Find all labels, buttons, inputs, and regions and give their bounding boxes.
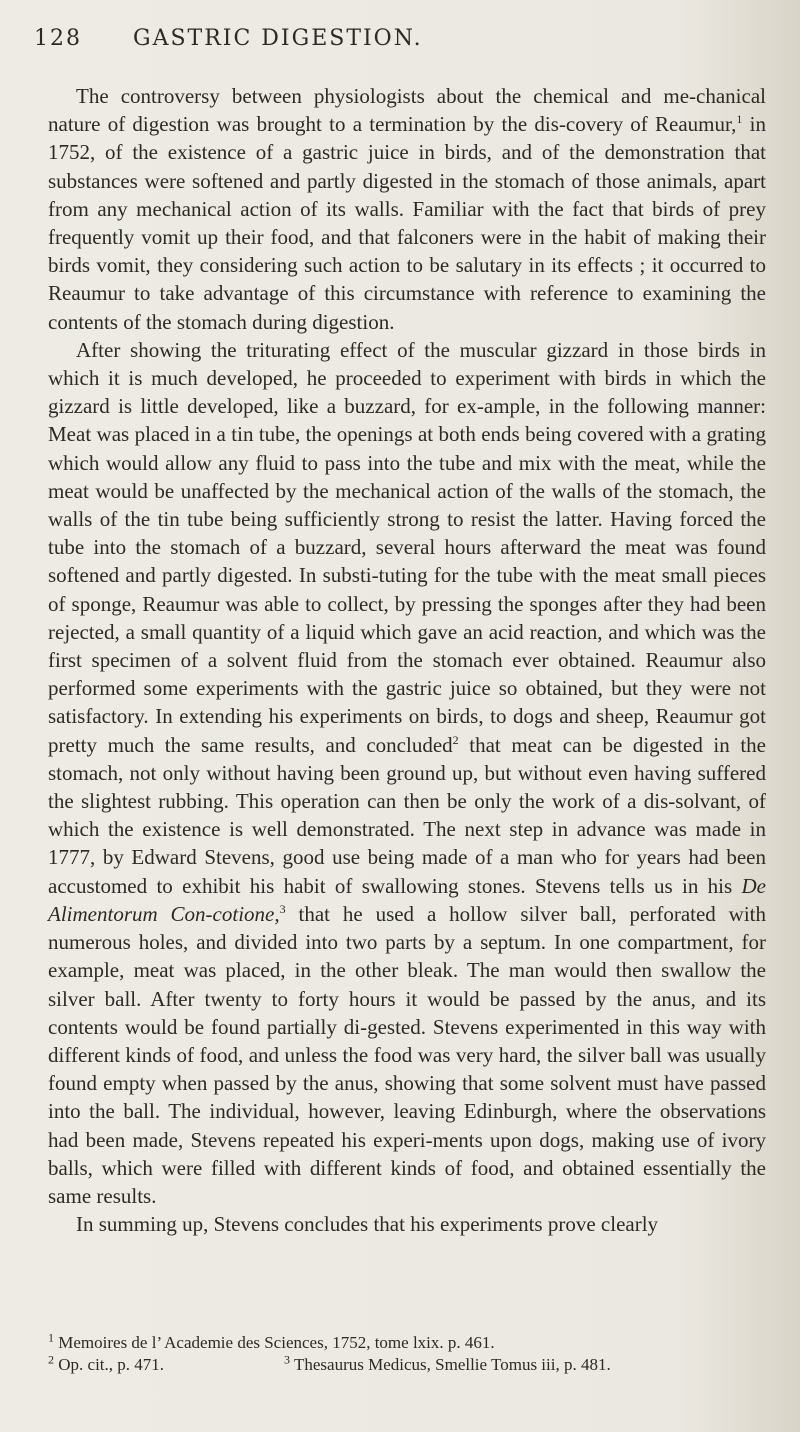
paragraph-3	[48, 1210, 766, 1238]
footnote-text: Thesaurus Medicus, Smellie Tomus iii, p. 481.	[290, 1355, 611, 1374]
paragraph-text: In summing up, Stevens concludes that his experiments prove clearly	[76, 1212, 659, 1237]
running-title: GASTRIC DIGESTION.	[133, 26, 423, 51]
footnotes	[48, 1332, 766, 1376]
paragraph-text: that meat can be digested in the stomach, not only without having been ground up, but without even having suffered the slightest rubbing. This operation can then be only the work of a dis-solvant, of which the existence is well demonstrated. The next step in advance was made in 1777, by Edward Stevens, good use being made of a man who for years had been accustomed to exhibit his habit of swallowing stones. Stevens tells us in his	[48, 732, 766, 898]
paragraph-text: The controversy between physiologists about the chemical and me-chanical nature of digestion was brought to a termination by the dis-covery of Reaumur,	[48, 84, 766, 137]
paragraph-text: in 1752, of the existence of a gastric juice in birds, and of the demonstration that substances were softened and partly digested in the stomach of those animals, apart from any mechanical action of its walls. Familiar with the fact that birds of prey frequently vomit up their food, and that falconers were in the habit of making their birds vomit, they considering such action to be salutary in its effects ; it occurred to Reaumur to take advantage of this circumstance with reference to examining the contents of the stomach during digestion.	[48, 112, 766, 334]
footnote-1	[48, 1332, 766, 1354]
footnote-ref-1: 1	[736, 112, 743, 127]
paragraph-1	[48, 82, 766, 336]
running-header	[34, 26, 774, 51]
footnote-mark: 1	[48, 1330, 54, 1345]
footnote-text: Memoires de l’ Academie des Sciences, 1752, tome lxix. p. 461.	[54, 1333, 495, 1352]
footnote-ref-3: 3	[279, 901, 286, 916]
paragraph-2	[48, 336, 766, 1210]
footnote-ref-2: 2	[452, 732, 459, 747]
book-title-italic: De Alimentorum Con-cotione,	[48, 873, 766, 926]
paragraph-text: that he used a hollow silver ball, perforated with numerous holes, and divided into two parts by a septum. In one compartment, for example, meat was placed, in the other bleak. The man would then swallow the silver ball. After twenty to forty hours it would be passed by the anus, and its contents would be found partially di-gested. Stevens experimented in this way with different kinds of food, and unless the food was very hard, the silver ball was usually found empty when passed by the anus, showing that some solvent must have passed into the ball. The individual, however, leaving Edinburgh, where the observations had been made, Stevens repeated his experi-ments upon dogs, making use of ivory balls, which were filled with different kinds of food, and obtained essentially the same results.	[48, 901, 767, 1208]
page-number: 128	[34, 26, 82, 51]
footnote-row-2	[48, 1354, 766, 1376]
footnote-mark: 2	[48, 1352, 54, 1367]
body-text	[48, 82, 766, 1238]
footnote-text: Op. cit., p. 471.	[54, 1355, 165, 1374]
footnote-mark: 3	[284, 1352, 291, 1367]
paragraph-text: After showing the triturating effect of the muscular gizzard in those birds in which it is much developed, he proceeded to experiment with birds in which the gizzard is little developed, like a buzzard, for ex-ample, in the following manner: Meat was placed in a tin tube, the openings at both ends being covered with a grating which would allow any fluid to pass into the tube and mix with the meat, while the meat would be unaffected by the mechanical action of the walls of the stomach, the walls of the tin tube being sufficiently strong to resist the latter. Having forced the tube into the stomach of a buzzard, several hours afterward the meat was found softened and partly digested. In substi-tuting for the tube with the meat small pieces of sponge, Reaumur was able to collect, by pressing the sponges after they had been rejected, a small quantity of a liquid which gave an acid reaction, and which was the first specimen of a solvent fluid from the stomach ever obtained. Reaumur also performed some experiments with the gastric juice so obtained, but they were not satisfactory. In extending his experiments on birds, to dogs and sheep, Reaumur got pretty much the same results, and concluded	[48, 337, 766, 757]
